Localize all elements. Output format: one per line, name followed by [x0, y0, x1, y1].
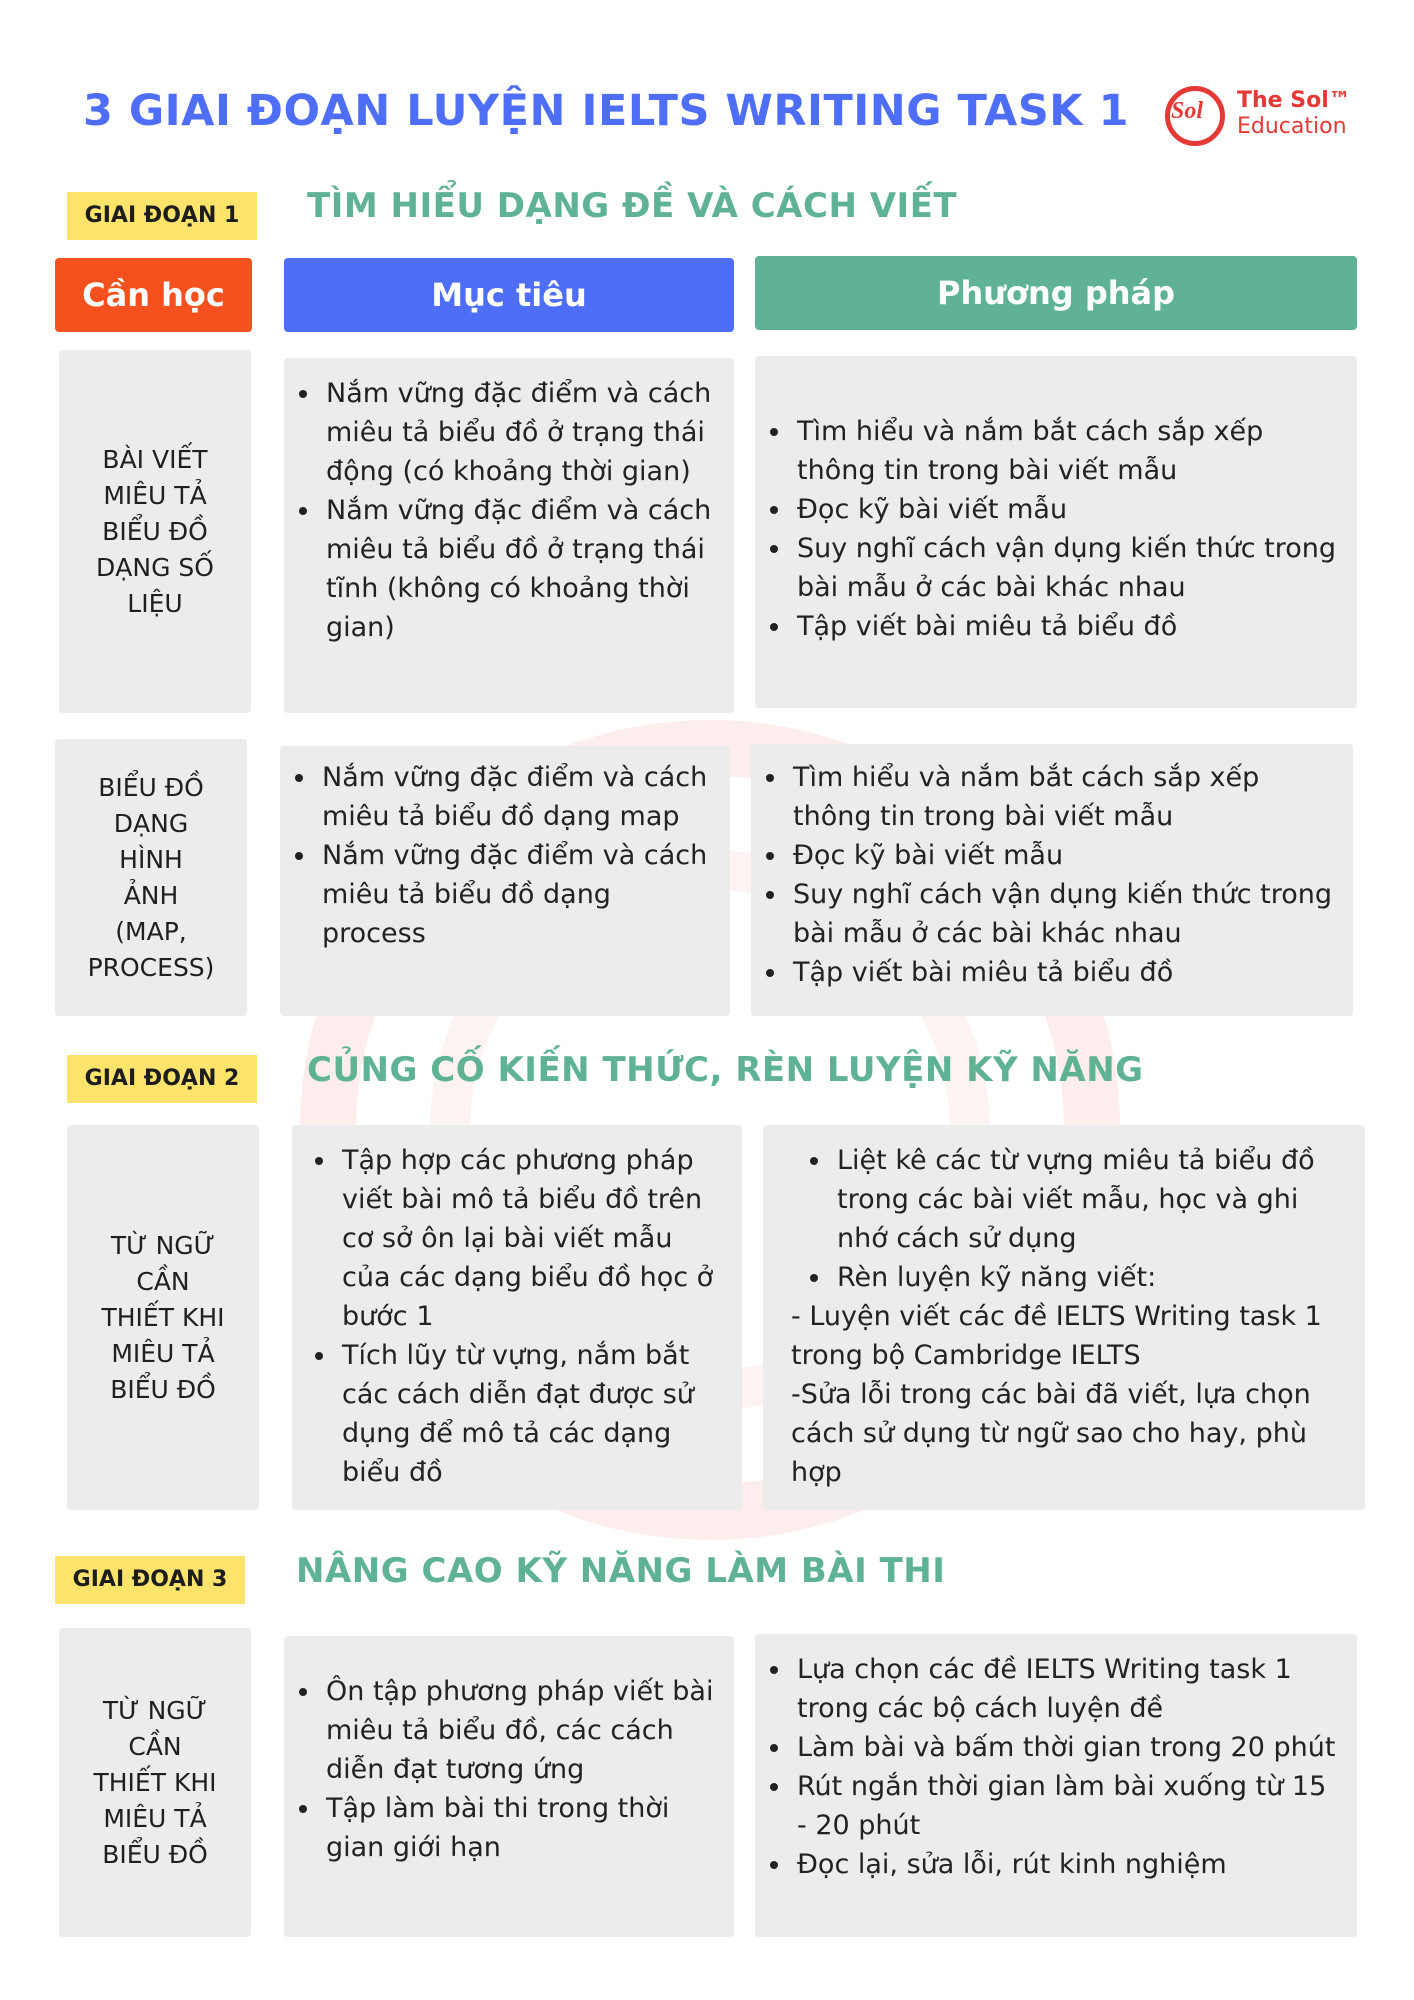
list-item: • Nắm vững đặc điểm và cách miêu tả biểu đồ dạng process [318, 836, 710, 953]
list-item: • Suy nghĩ cách vận dụng kiến thức trong bài mẫu ở các bài khác nhau [793, 529, 1337, 607]
stage-1-row-1-methods [755, 356, 1357, 708]
stage-3-row-1-goals [284, 1636, 734, 1937]
list-item: • Rèn luyện kỹ năng viết: [833, 1258, 1345, 1297]
method-note: - Luyện viết các đề IELTS Writing task 1 trong bộ Cambridge IELTS [791, 1301, 1322, 1371]
page-title: 3 GIAI ĐOẠN LUYỆN IELTS WRITING TASK 1 [83, 86, 1130, 136]
list-item: • Đọc kỹ bài viết mẫu [789, 836, 1333, 875]
stage-3-row-1-methods [755, 1634, 1357, 1937]
stage-3-tag: GIAI ĐOẠN 3 [55, 1556, 245, 1604]
list-item: • Tập viết bài miêu tả biểu đồ [793, 607, 1337, 646]
stage-1-row-2-methods [751, 744, 1353, 1016]
list-item: • Đọc lại, sửa lỗi, rút kinh nghiệm [793, 1845, 1337, 1884]
header-method: Phương pháp [755, 256, 1357, 330]
stage-2-row-1-methods [763, 1125, 1365, 1510]
stage-1-row-2-goals [280, 746, 730, 1016]
list-item: • Nắm vững đặc điểm và cách miêu tả biểu đồ dạng map [318, 758, 710, 836]
list-item: • Đọc kỹ bài viết mẫu [793, 490, 1337, 529]
list-item: • Ôn tập phương pháp viết bài miêu tả biểu đồ, các cách diễn đạt tương ứng [322, 1672, 714, 1789]
list-item: • Tìm hiểu và nắm bắt cách sắp xếp thông tin trong bài viết mẫu [793, 412, 1337, 490]
list-item: • Tập hợp các phương pháp viết bài mô tả biểu đồ trên cơ sở ôn lại bài viết mẫu của các dạng biểu đồ học ở bước 1 [338, 1141, 722, 1336]
stage-1-row-1-label: BÀI VIẾT MIÊU TẢ BIỂU ĐỒ DẠNG SỐ LIỆU [59, 350, 251, 713]
stage-2-row-1-label: TỪ NGỮ CẦN THIẾT KHI MIÊU TẢ BIỂU ĐỒ [67, 1125, 259, 1510]
list-item: • Tích lũy từ vựng, nắm bắt các cách diễn đạt được sử dụng để mô tả các dạng biểu đồ [338, 1336, 722, 1492]
list-item: • Liệt kê các từ vựng miêu tả biểu đồ trong các bài viết mẫu, học và ghi nhớ cách sử dụng [833, 1141, 1345, 1258]
list-item: • Tập viết bài miêu tả biểu đồ [789, 953, 1333, 992]
list-item: • Suy nghĩ cách vận dụng kiến thức trong bài mẫu ở các bài khác nhau [789, 875, 1333, 953]
list-item: • Tìm hiểu và nắm bắt cách sắp xếp thông tin trong bài viết mẫu [789, 758, 1333, 836]
list-item: • Nắm vững đặc điểm và cách miêu tả biểu đồ ở trạng thái động (có khoảng thời gian) [322, 374, 714, 491]
stage-1-row-1-goals [284, 358, 734, 713]
list-item: • Lựa chọn các đề IELTS Writing task 1 trong các bộ cách luyện đề [793, 1650, 1337, 1728]
logo-name: The Sol™ [1237, 88, 1351, 113]
header-goal: Mục tiêu [284, 258, 734, 332]
stage-1-title: TÌM HIỂU DẠNG ĐỀ VÀ CÁCH VIẾT [307, 186, 958, 226]
logo-mark: Sol [1171, 98, 1204, 124]
stage-2-row-1-goals [292, 1125, 742, 1510]
stage-2-title: CỦNG CỐ KIẾN THỨC, RÈN LUYỆN KỸ NĂNG [307, 1050, 1144, 1090]
stage-1-tag: GIAI ĐOẠN 1 [67, 192, 257, 240]
list-item: • Rút ngắn thời gian làm bài xuống từ 15 - 20 phút [793, 1767, 1337, 1845]
list-item: • Nắm vững đặc điểm và cách miêu tả biểu đồ ở trạng thái tĩnh (không có khoảng thời gian) [322, 491, 714, 647]
stage-3-title: NÂNG CAO KỸ NĂNG LÀM BÀI THI [296, 1551, 946, 1591]
stage-1-row-2-label: BIỂU ĐỒ DẠNG HÌNH ẢNH (MAP, PROCESS) [55, 739, 247, 1016]
list-item: • Làm bài và bấm thời gian trong 20 phút [793, 1728, 1337, 1767]
logo-subtitle: Education [1237, 114, 1347, 139]
stage-3-row-1-label: TỪ NGỮ CẦN THIẾT KHI MIÊU TẢ BIỂU ĐỒ [59, 1628, 251, 1937]
brand-logo [1165, 86, 1365, 146]
method-note: -Sửa lỗi trong các bài đã viết, lựa chọn cách sử dụng từ ngữ sao cho hay, phù hợp [791, 1379, 1311, 1488]
header-learn: Cần học [55, 258, 252, 332]
list-item: • Tập làm bài thi trong thời gian giới hạn [322, 1789, 714, 1867]
stage-2-tag: GIAI ĐOẠN 2 [67, 1055, 257, 1103]
